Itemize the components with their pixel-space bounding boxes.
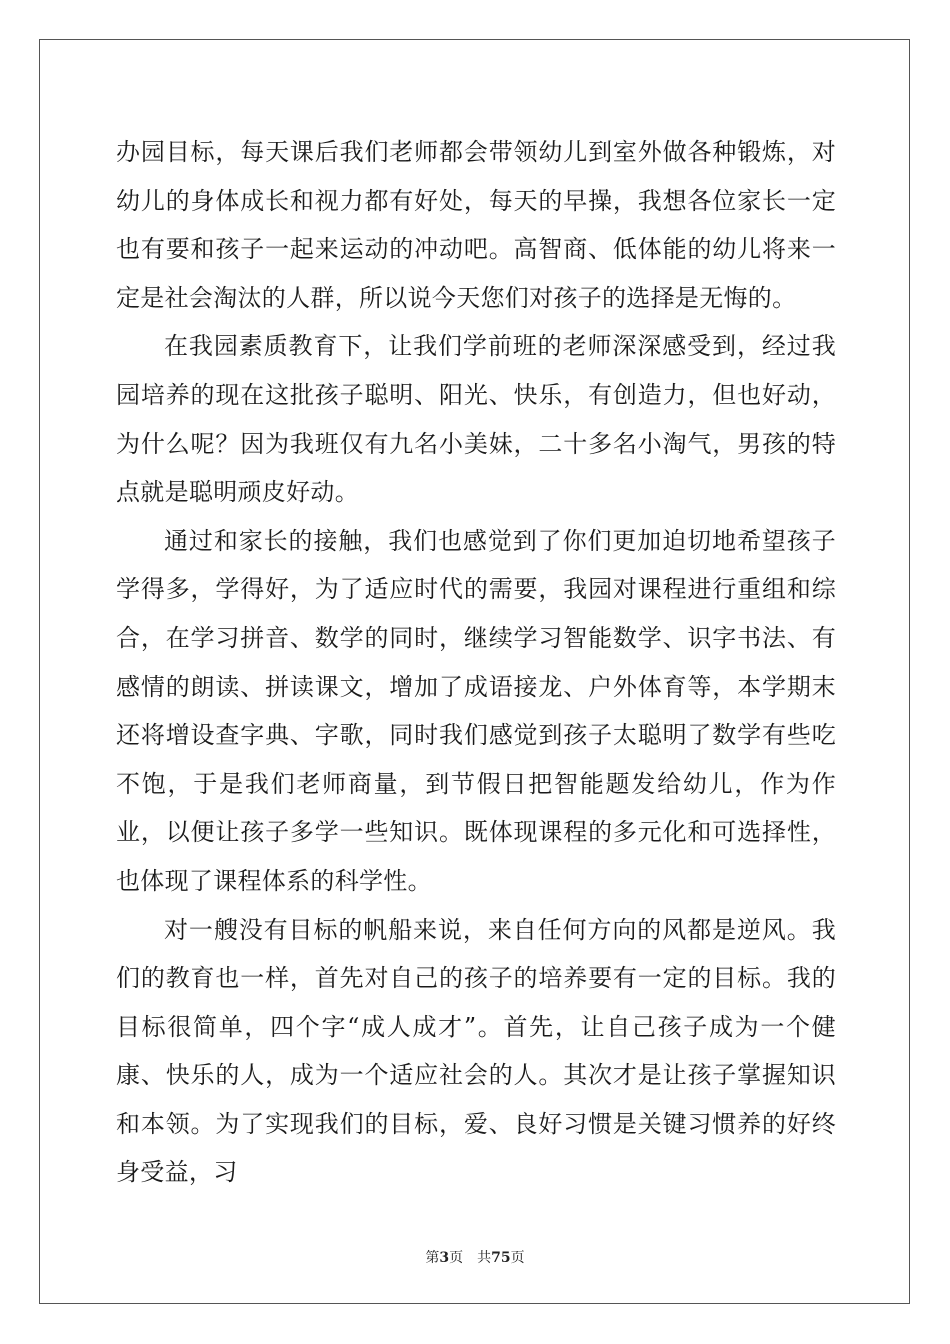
document-body <box>116 128 836 1197</box>
total-suffix: 页 <box>510 1250 525 1266</box>
page-footer <box>0 1247 950 1267</box>
paragraph-4: 对一艘没有目标的帆船来说，来自任何方向的风都是逆风。我们的教育也一样，首先对自己的孩子的培养要有一定的目标。我的目标很简单，四个字“成人成才”。首先，让自己孩子成为一个健康、快乐的人，成为一个适应社会的人。其次才是让孩子掌握知识和本领。为了实现我们的目标，爱、良好习惯是关键习惯养的好终身受益，习 <box>116 915 836 1187</box>
paragraph-3: 通过和家长的接触，我们也感觉到了你们更加迫切地希望孩子学得多，学得好，为了适应时代的需要，我园对课程进行重组和综合，在学习拼音、数学的同时，继续学习智能数学、识字书法、有感情的朗读、拼读课文，增加了成语接龙、户外体育等，本学期末还将增设查字典、字歌，同时我们感觉到孩子太聪明了数学有些吃不饱，于是我们老师商量，到节假日把智能题发给幼儿，作为作业，以便让孩子多学一些知识。既体现课程的多元化和可选择性，也体现了课程体系的科学性。 <box>116 526 836 895</box>
total-prefix: 共 <box>477 1250 492 1266</box>
page-number: 3 <box>439 1250 450 1266</box>
paragraph-2: 在我园素质教育下，让我们学前班的老师深深感受到，经过我园培养的现在这批孩子聪明、阳光、快乐，有创造力，但也好动，为什么呢？因为我班仅有九名小美妹，二十多名小淘气，男孩的特点就是聪明顽皮好动。 <box>116 332 836 507</box>
total-pages: 75 <box>491 1250 511 1266</box>
paragraph-1: 办园目标，每天课后我们老师都会带领幼儿到室外做各种锻炼，对幼儿的身体成长和视力都有好处，每天的早操，我想各位家长一定也有要和孩子一起来运动的冲动吧。高智商、低体能的幼儿将来一定是社会淘汰的人群，所以说今天您们对孩子的选择是无悔的。 <box>116 138 836 312</box>
page-suffix: 页 <box>449 1250 464 1266</box>
page-prefix: 第 <box>425 1250 440 1266</box>
